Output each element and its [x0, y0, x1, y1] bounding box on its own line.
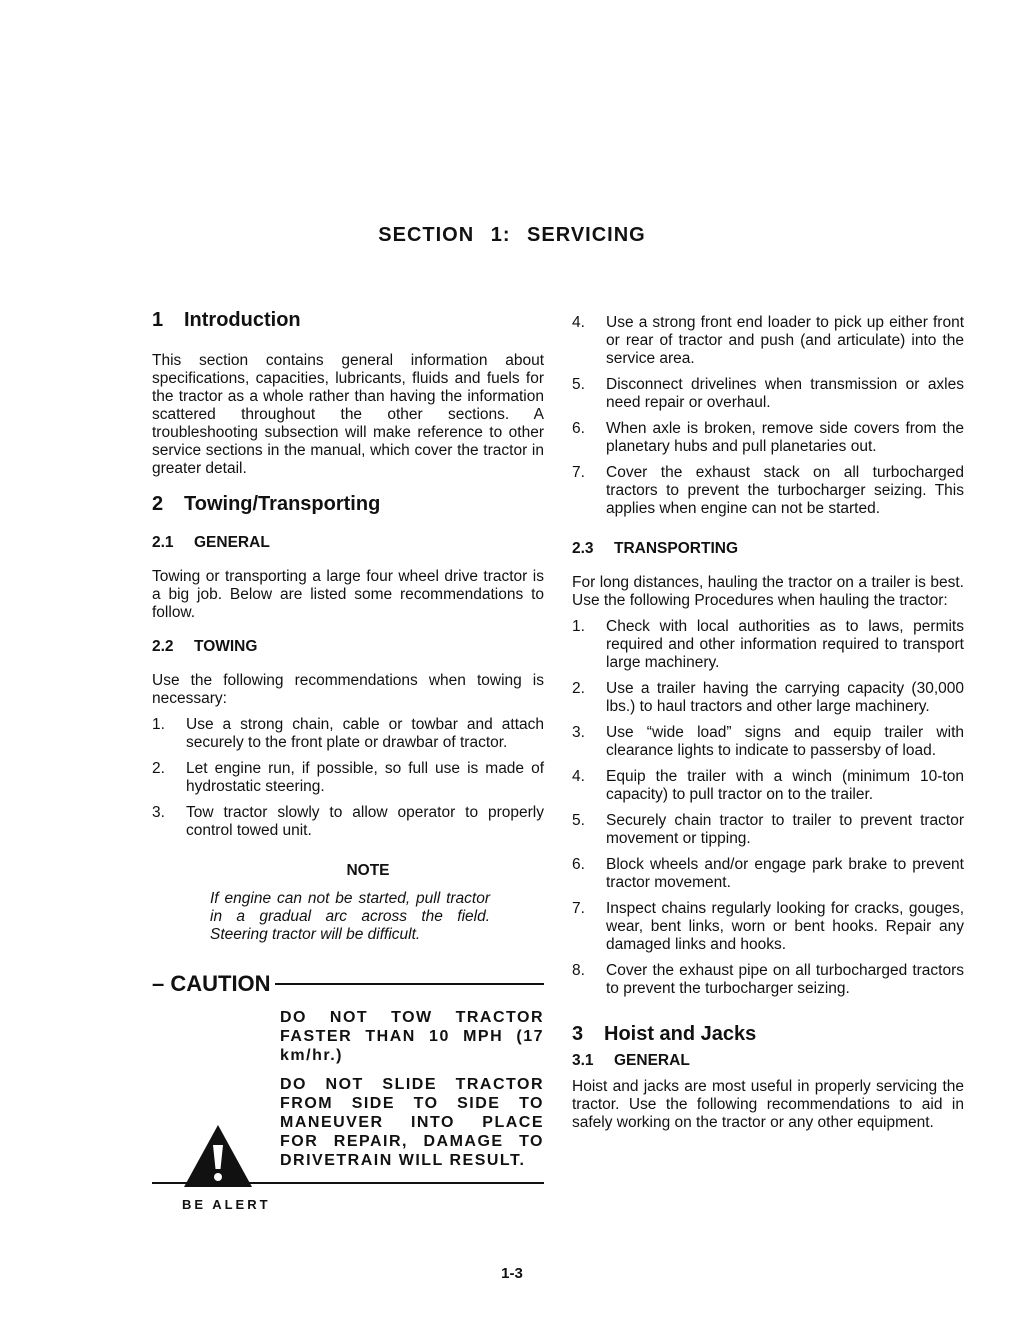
- list-item: [572, 812, 964, 848]
- list-item-number: 7.: [572, 900, 585, 917]
- towing-transporting-heading: [152, 492, 544, 516]
- general-body: Towing or transporting a large four wheel drive tractor is a big job. Below are listed some recommendations to follow.: [152, 568, 544, 621]
- hoist-heading-title: Hoist and Jacks: [604, 1023, 757, 1045]
- list-item: [572, 314, 964, 368]
- list-item: [152, 804, 544, 840]
- hoist-general-title: GENERAL: [614, 1052, 690, 1069]
- intro-body: This section contains general information about specifications, capacities, lubricants, fluids and fuels for the tractor as a whole rather than having the information scattered throughout the other sections. A troubleshooting subsection will make reference to other service sections in the manual, which cover the tractor in greater detail.: [152, 352, 544, 477]
- caution-label: – CAUTION: [152, 971, 271, 996]
- warning-triangle-icon: [182, 1123, 254, 1189]
- towing-transporting-title: Towing/Transporting: [184, 493, 381, 515]
- right-column: [572, 308, 964, 1132]
- list-item-text: Disconnect drivelines when transmission or axles need repair or overhaul.: [606, 376, 964, 411]
- general-number: 2.1: [152, 534, 174, 551]
- towing-list: [152, 716, 544, 840]
- section-title: SECTION 1: SERVICING: [378, 224, 646, 246]
- hoist-heading: [572, 1022, 964, 1046]
- list-item-text: Cover the exhaust stack on all turbocharged tractors to prevent the turbocharger seizing. This applies when engine can not be started.: [606, 464, 964, 517]
- list-item: [572, 724, 964, 760]
- caution-text: [280, 1008, 544, 1170]
- left-column: [152, 308, 544, 1212]
- transporting-heading: [572, 540, 964, 558]
- transporting-intro: For long distances, hauling the tractor on a trailer is best. Use the following Procedures when hauling the tractor:: [572, 574, 964, 609]
- list-item: [572, 680, 964, 716]
- list-item-text: Equip the trailer with a winch (minimum 10-ton capacity) to pull tractor on to the trailer.: [606, 768, 964, 803]
- hoist-general-heading: [572, 1052, 964, 1070]
- intro-heading-title: Introduction: [184, 309, 301, 331]
- list-item-number: 3.: [572, 724, 585, 741]
- list-item: [572, 962, 964, 998]
- alert-box: [152, 1008, 280, 1212]
- towing-heading: [152, 638, 544, 656]
- transporting-number: 2.3: [572, 540, 594, 557]
- list-item-number: 2.: [572, 680, 585, 697]
- list-item-text: Inspect chains regularly looking for cracks, gouges, wear, bent links, worn or bent hooks. Repair any damaged links and hooks.: [606, 900, 964, 953]
- list-item-text: Use a strong front end loader to pick up either front or rear of tractor and push (and articulate) into the service area.: [606, 314, 964, 367]
- list-item-number: 8.: [572, 962, 585, 979]
- page-number: 1-3: [501, 1265, 523, 1282]
- general-title: GENERAL: [194, 534, 270, 551]
- list-item-number: 6.: [572, 420, 585, 437]
- list-item-number: 6.: [572, 856, 585, 873]
- list-item: [572, 856, 964, 892]
- intro-heading-number: 1: [152, 309, 164, 331]
- list-item: [572, 420, 964, 456]
- list-item: [152, 760, 544, 796]
- list-item-text: Use a trailer having the carrying capacity (30,000 lbs.) to haul tractors and other large machinery.: [606, 680, 964, 715]
- list-item-text: Let engine run, if possible, so full use is made of hydrostatic steering.: [186, 760, 544, 795]
- list-item-number: 2.: [152, 760, 165, 777]
- caution-rule: [275, 983, 544, 985]
- transporting-title: TRANSPORTING: [614, 540, 738, 557]
- list-item-number: 5.: [572, 376, 585, 393]
- list-item: [572, 768, 964, 804]
- hoist-general-body: Hoist and jacks are most useful in properly servicing the tractor. Use the following recommendations to aid in safely working on the tractor or any other equipment.: [572, 1078, 964, 1131]
- list-item-number: 1.: [572, 618, 585, 635]
- note-text: If engine can not be started, pull tractor in a gradual arc across the field. Steering tractor will be difficult.: [210, 890, 490, 943]
- list-item-number: 7.: [572, 464, 585, 481]
- list-item: [572, 376, 964, 412]
- towing-list-continued: [572, 314, 964, 518]
- list-item: [572, 618, 964, 672]
- list-item-number: 4.: [572, 314, 585, 331]
- hoist-general-number: 3.1: [572, 1052, 594, 1069]
- list-item: [572, 464, 964, 518]
- list-item-text: Cover the exhaust pipe on all turbocharged tractors to prevent the turbocharger seizing.: [606, 962, 964, 997]
- caution-header: [152, 970, 544, 998]
- list-item-text: Use “wide load” signs and equip trailer with clearance lights to indicate to passersby of load.: [606, 724, 964, 759]
- caution-text-slide: DO NOT SLIDE TRACTOR FROM SIDE TO SIDE TO MANEUVER INTO PLACE FOR REPAIR, DAMAGE TO DRIVETRAIN WILL RESULT.: [280, 1076, 544, 1169]
- list-item: [152, 716, 544, 752]
- note-title: NOTE: [346, 862, 390, 879]
- towing-title: TOWING: [194, 638, 258, 655]
- be-alert-label: BE ALERT: [182, 1197, 271, 1212]
- list-item: [572, 900, 964, 954]
- list-item-text: Block wheels and/or engage park brake to prevent tractor movement.: [606, 856, 964, 891]
- list-item-text: When axle is broken, remove side covers from the planetary hubs and pull planetaries out.: [606, 420, 964, 455]
- intro-heading: [152, 308, 544, 332]
- general-heading: [152, 534, 544, 552]
- transporting-list: [572, 618, 964, 998]
- towing-transporting-number: 2: [152, 493, 164, 515]
- towing-number: 2.2: [152, 638, 174, 655]
- list-item-text: Use a strong chain, cable or towbar and attach securely to the front plate or drawbar of tractor.: [186, 716, 544, 751]
- list-item-text: Check with local authorities as to laws, permits required and other information required to transport large machinery.: [606, 618, 964, 671]
- towing-intro: Use the following recommendations when towing is necessary:: [152, 672, 544, 707]
- caution-text-speed: DO NOT TOW TRACTOR FASTER THAN 10 MPH (17 km/hr.): [280, 1009, 544, 1064]
- hoist-heading-number: 3: [572, 1023, 584, 1045]
- list-item-number: 5.: [572, 812, 585, 829]
- list-item-number: 3.: [152, 804, 165, 821]
- list-item-text: Tow tractor slowly to allow operator to properly control towed unit.: [186, 804, 544, 839]
- list-item-text: Securely chain tractor to trailer to prevent tractor movement or tipping.: [606, 812, 964, 847]
- list-item-number: 4.: [572, 768, 585, 785]
- caution-body: [152, 1008, 544, 1212]
- list-item-number: 1.: [152, 716, 165, 733]
